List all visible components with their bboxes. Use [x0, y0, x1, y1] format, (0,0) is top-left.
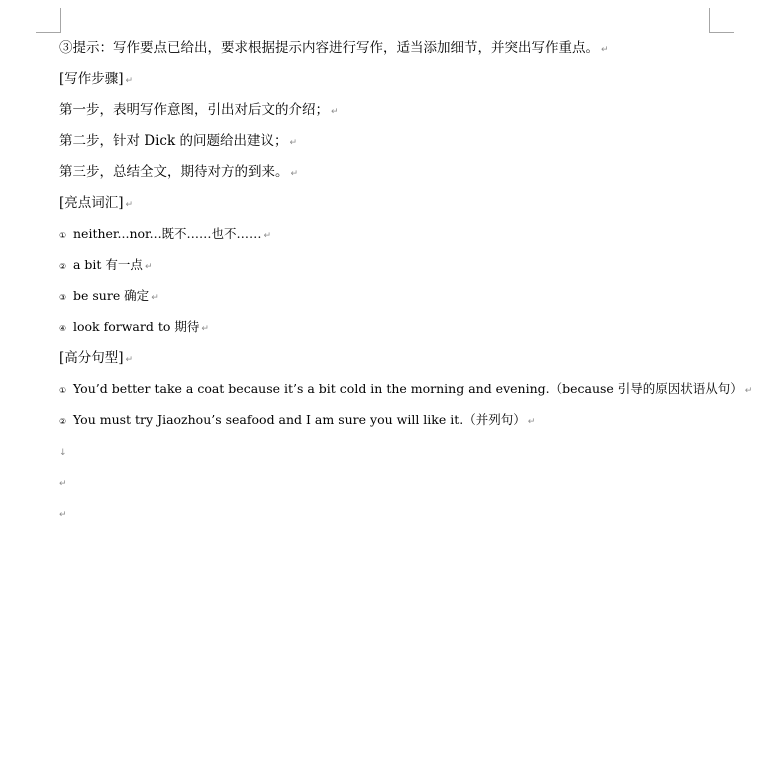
- vocab-text: a bit 有一点: [73, 257, 143, 272]
- tip-text: ③提示：写作要点已给出，要求根据提示内容进行写作，适当添加细节，并突出写作重点。: [59, 40, 599, 56]
- vocab-text: be sure 确定: [73, 288, 150, 303]
- paragraph-mark-icon: ↵: [125, 200, 134, 210]
- step-text: 第三步，总结全文，期待对方的到来。: [59, 164, 289, 180]
- empty-paragraph: [59, 470, 749, 501]
- empty-line: [59, 439, 749, 470]
- paragraph-mark-icon: ↵: [144, 262, 153, 272]
- vocab-item: [59, 284, 749, 315]
- sentence-item: [59, 408, 749, 439]
- vocab-item: [59, 253, 749, 284]
- paragraph-mark-icon: ↵: [263, 231, 272, 241]
- sentences-heading-text: [高分句型]: [59, 350, 124, 366]
- list-number: ②: [59, 417, 67, 426]
- paragraph-mark-icon: ↵: [331, 107, 339, 117]
- paragraph-mark-icon: ↵: [59, 479, 67, 489]
- paragraph-mark-icon: ↵: [289, 138, 298, 148]
- vocab-text: look forward to 期待: [73, 319, 200, 334]
- step-item: [59, 129, 749, 160]
- vocab-heading: [59, 191, 749, 222]
- document-body[interactable]: [59, 36, 753, 532]
- sentence-text: You must try Jiaozhou’s seafood and I am sure you will like it.（并列句）: [73, 412, 526, 427]
- line-break-mark-icon: ↓: [59, 448, 67, 458]
- empty-paragraph: [59, 501, 749, 532]
- sentences-heading: [59, 346, 749, 377]
- list-number: ③: [59, 293, 67, 302]
- steps-heading-text: [写作步骤]: [59, 71, 124, 87]
- vocab-text: neither...nor...既不……也不……: [73, 226, 262, 241]
- paragraph-mark-icon: ↵: [601, 45, 609, 55]
- paragraph-mark-icon: ↵: [125, 355, 134, 365]
- steps-heading: [59, 67, 749, 98]
- vocab-item: [59, 222, 749, 253]
- sentence-text: You’d better take a coat because it’s a bit cold in the morning and evening.（because 引导的原因状语从句）: [73, 381, 743, 396]
- step-item: [59, 160, 749, 191]
- list-number: ④: [59, 324, 67, 333]
- paragraph-mark-icon: ↵: [744, 386, 753, 396]
- paragraph-mark-icon: ↵: [201, 324, 209, 334]
- page-corner-top-left: [36, 8, 61, 33]
- vocab-heading-text: [亮点词汇]: [59, 195, 124, 211]
- step-text: 第一步，表明写作意图，引出对后文的介绍；: [59, 102, 329, 118]
- tip-paragraph: [59, 36, 749, 67]
- step-text: 第二步，针对 Dick 的问题给出建议；: [59, 133, 288, 149]
- list-number: ②: [59, 262, 67, 271]
- paragraph-mark-icon: ↵: [290, 169, 299, 179]
- page-corner-top-right: [709, 8, 734, 33]
- step-item: [59, 98, 749, 129]
- list-number: ①: [59, 386, 67, 395]
- paragraph-mark-icon: ↵: [151, 293, 159, 303]
- paragraph-mark-icon: ↵: [59, 510, 67, 520]
- list-number: ①: [59, 231, 67, 240]
- sentence-item: [59, 377, 753, 408]
- paragraph-mark-icon: ↵: [527, 417, 536, 427]
- vocab-item: [59, 315, 749, 346]
- paragraph-mark-icon: ↵: [125, 76, 134, 86]
